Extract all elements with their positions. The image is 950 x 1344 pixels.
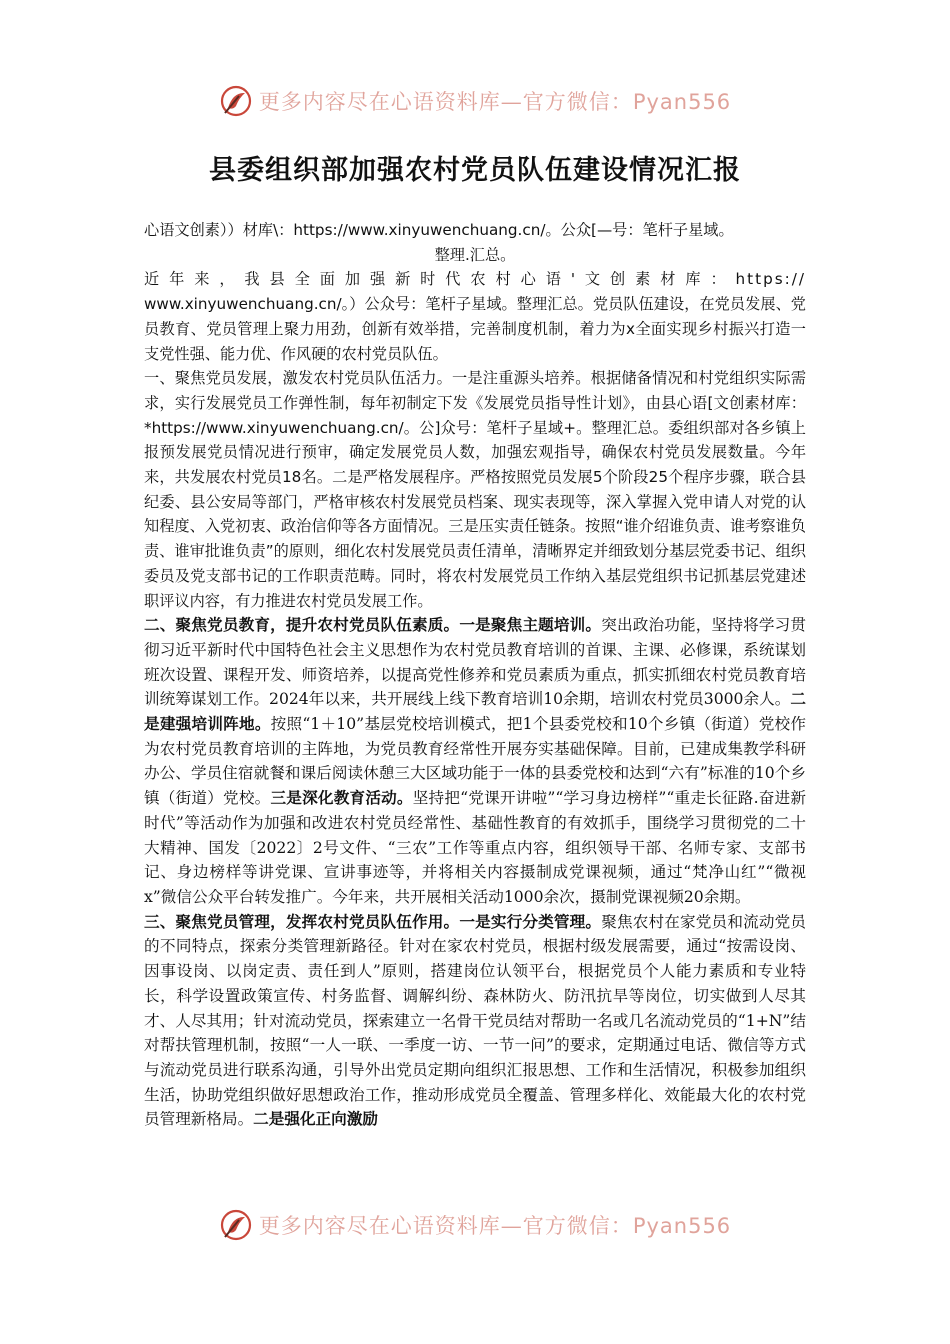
section-3-text-1: 聚焦农村在家党员和流动党员的不同特点，探索分类管理新路径。针对在家农村党员，根据村级发展需要，通过“按需设岗、因事设岗、以岗定责、责任到人”原则，搭建岗位认领平台，根据党员个人能力素质和专业特长，科学设置政策宣传、村务监督、调解纠纷、森林防火、防汛抗旱等岗位，切实做到人尽其才、人尽其用；针对流动党员，探索建立一名骨干党员结对帮助一名或几名流动党员的“1+N”结对帮扶管理机制，按照“一人一联、一季度一访、一节一问”的要求，定期通过电话、微信等方式与流动党员进行联系沟通，引导外出党员定期向组织汇报思想、工作和生活情况，积极参加组织生活，协助党组织做好思想政治工作，推动形成党员全覆盖、管理多样化、效能最大化的农村党员管理新格局。 xyxy=(144,912,806,1129)
intro-line: 心语文创素））材库\：https://www.xinyuwenchuang.cn/。公众[—号：笔杆子星域。 xyxy=(144,221,734,239)
intro-line-2: 整理.汇总。 xyxy=(434,245,516,264)
section-2-sub-3: 三是深化教育活动。 xyxy=(270,788,413,808)
section-3-sub-2: 二是强化正向激励 xyxy=(253,1109,378,1129)
section-2 xyxy=(144,613,806,909)
document-body xyxy=(144,218,806,1132)
banner-text: 更多内容尽在心语资料库—官方微信：Pyan556 xyxy=(258,90,732,114)
logo-icon xyxy=(219,1208,253,1242)
section-1: 一、聚焦党员发展，激发农村党员队伍活力。一是注重源头培养。根据储备情况和村党组织实际需求，实行发展党员工作弹性制，每年初制定下发《发展党员指导性计划》，由县心语[文创素材库：*https://www.xinyuwenchuang.cn/。公]众号：笔杆子星域+。整理汇总。委组织部对各乡镇上报预发展党员情况进行预审，确定发展党员人数，加强宏观指导，确保农村党员发展数量。今年来，共发展农村党员18名。二是严格发展程序。严格按照党员发展5个阶段25个程序步骤，联合县纪委、县公安局等部门，严格审核农村发展党员档案、现实表现等，深入掌握入党申请人对党的认知程度、入党初衷、政治信仰等各方面情况。三是压实责任链条。按照“谁介绍谁负责、谁考察谁负责、谁审批谁负责”的原则，细化农村发展党员责任清单，清晰界定并细致划分基层党委书记、组织委员及党支部书记的工作职责范畴。同时，将农村发展党员工作纳入基层党组织书记抓基层党建述职评议内容，有力推进农村党员发展工作。 xyxy=(144,369,806,610)
section-3 xyxy=(144,910,806,1132)
section-2-sub-2: 二是建强培训阵地。 xyxy=(144,689,806,734)
section-2-text-1: 突出政治功能，坚持将学习贯彻习近平新时代中国特色社会主义思想作为农村党员教育培训的首课、主课、必修课，系统谋划班次设置、课程开发、师资培养，以提高党性修养和党员素质为重点，抓实抓细农村党员教育培训统筹谋划工作。2024年以来，共开展线上线下教育培训10余期，培训农村党员3000余人。 xyxy=(144,616,806,709)
wechat-id: Pyan556 xyxy=(632,90,732,114)
paragraph-1: www.xinyuwenchuang.cn/。）公众号：笔杆子星域。整理汇总。党员队伍建设，在党员发展、党员教育、党员管理上聚力用劲，创新有效举措，完善制度机制，着力为x全面实现乡村振兴打造一支党性强、能力优、作风硬的农村党员队伍。 xyxy=(144,295,806,363)
section-2-text-3: 坚持把“党课开讲啦”“学习身边榜样”“重走长征路.奋进新时代”等活动作为加强和改进农村党员经常性、基础性教育的有效抓手，围绕学习贯彻党的二十大精神、国发〔2022〕2号文件、“三农”工作等重点内容，组织领导干部、名师专家、支部书记、身边榜样等讲党课、宣讲事迹等，并将相关内容摄制成党课视频，通过“梵净山红”“微视x”微信公众平台转发推广。今年来，共开展相关活动1000余次，摄制党课视频20余期。 xyxy=(144,789,806,906)
footer-banner xyxy=(0,1208,950,1242)
document-title: 县委组织部加强农村党员队伍建设情况汇报 xyxy=(209,155,741,186)
wechat-id: Pyan556 xyxy=(632,1214,732,1238)
paragraph-1-first-line: 近年来，我县全面加强新时代农村心语'文创素材库：https:// xyxy=(144,270,806,289)
section-3-sub-1: 一是实行分类管理。 xyxy=(459,911,602,931)
logo-icon xyxy=(219,84,253,118)
banner-text: 更多内容尽在心语资料库—官方微信：Pyan556 xyxy=(258,1214,732,1238)
header-banner xyxy=(0,84,950,118)
section-2-text-2: 按照“1＋10”基层党校培训模式，把1个县委党校和10个乡镇（街道）党校作为农村党员教育培训的主阵地，为党员教育经常性开展夯实基础保障。目前，已建成集教学科研办公、学员住宿就餐和课后阅读休憩三大区域功能于一体的县委党校和达到“六有”标准的10个乡镇（街道）党校。 xyxy=(144,715,806,808)
section-2-heading: 二、聚焦党员教育，提升农村党员队伍素质。 xyxy=(144,615,460,635)
section-3-heading: 三、聚焦党员管理，发挥农村党员队伍作用。 xyxy=(144,911,460,931)
section-2-sub-1: 一是聚焦主题培训。 xyxy=(459,615,602,635)
